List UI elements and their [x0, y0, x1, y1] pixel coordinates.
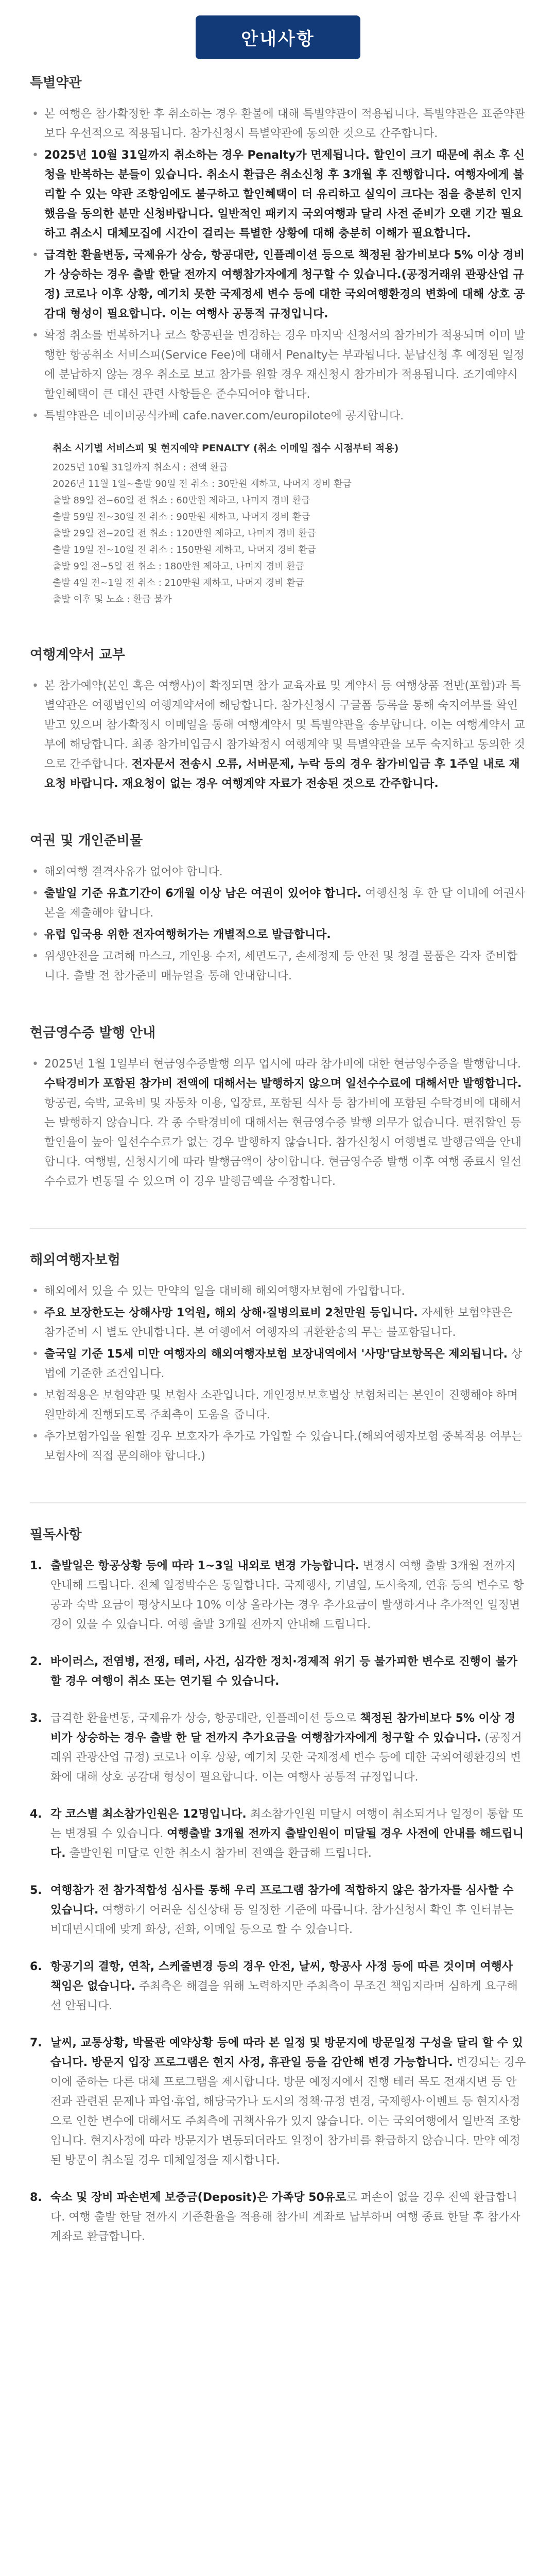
text-run: 추가보험가입을 원할 경우 보호자가 추가로 가입할 수 있습니다.(해외여행자보험 중복적용 여부는 보험사에 직접 문의해야 합니다.) [44, 1430, 523, 1463]
list-item [30, 146, 526, 244]
fee-row: 출발 89일 전~60일 전 취소 : 60만원 제하고, 나머지 경비 환급 [53, 495, 310, 506]
text-run: 출발일 기준 유효기간이 6개월 이상 남은 여권이 있어야 합니다. [44, 887, 362, 900]
text-run: 책정된 참가비보다 5% 이상 경비가 상승하는 경우 출발 한 달 전까지 추가요금을 여행참가자에게 청구할 수 있습니다. [50, 1712, 515, 1744]
section-receipt [30, 1022, 526, 1192]
section-title: 해외여행자보험 [30, 1252, 120, 1268]
list-item [30, 105, 526, 144]
numbered-item [30, 1652, 526, 1691]
bullet-list [30, 1282, 526, 1466]
item-number: 1. [30, 1560, 42, 1572]
text-run: 주최측은 해결을 위해 노력하지만 주최측이 무조건 책임지라며 심하게 요구해선 안됩니다. [50, 1980, 518, 2012]
text-run: 상법에 기준한 조건입니다. [44, 1348, 523, 1380]
list-item [30, 1303, 526, 1343]
fee-rows [53, 460, 518, 608]
content [30, 72, 526, 2283]
fee-row: 출발 19일 전~10일 전 취소 : 150만원 제하고, 나머지 경비 환급 [53, 545, 317, 555]
list-item [30, 326, 526, 404]
fee-row: 출발 이후 및 노쇼 : 환급 불가 [53, 594, 172, 605]
item-number: 8. [30, 2191, 42, 2204]
numbered-item [30, 2188, 526, 2247]
text-run: 유럽 입국용 위한 전자여행허가는 개별적으로 발급합니다. [44, 928, 331, 941]
list-item [30, 1427, 526, 1466]
text-run: 숙소 및 장비 파손변제 보증금(Deposit)은 가족당 50유로 [50, 2191, 346, 2204]
fee-row: 출발 9일 전~5일 전 취소 : 180만원 제하고, 나머지 경비 환급 [53, 561, 305, 572]
divider [30, 1502, 526, 1503]
text-run: 수탁경비가 포함된 참가비 전액에 대해서는 발행하지 않으며 일선수수료에 대해서만 발행합니다. [44, 1077, 522, 1090]
item-number: 6. [30, 1960, 42, 1973]
list-item [30, 246, 526, 324]
text-run: 확정 취소를 번복하거나 코스 항공편을 변경하는 경우 마지막 신청서의 참가비가 적용되며 이미 발행한 항공취소 서비스피(Service Fee)에 대해서 Penalty는 부과됩니다. 분납신청 후 예정된 일정에 분납하지 않는 경우 취소로 보고 참가를 원할 경우 재신청시 참가비가 적용됩니다. 조기예약시 할인혜택이 큰 대신 관련 사항들은 준수되어야 합니다. [44, 329, 526, 401]
section-special-terms [30, 72, 526, 608]
text-run: 급격한 환율변동, 국제유가 상승, 항공대란, 인플레이션 등으로 [50, 1712, 360, 1725]
list-item [30, 1055, 526, 1192]
text-run: 여행하기 어려운 심신상태 등 일정한 기준에 따릅니다. 참가신청서 확인 후 인터뷰는 비대면시대에 맞게 화상, 전화, 이메일 등으로 할 수 있습니다. [50, 1904, 514, 1936]
text-run: 바이러스, 전염병, 전쟁, 테러, 사건, 심각한 정치·경제적 위기 등 불가피한 변수로 진행이 불가할 경우 여행이 취소 또는 연기될 수 있습니다. [50, 1655, 518, 1688]
text-run: (공정거래위 관광산업 규정) 코로나 이후 상황, 예기치 못한 국제정세 변수 등에 대한 국외여행환경의 변화에 대해 상호 공감대 형성이 필요합니다. 이는 여행사 공통적 규정입니다. [50, 1732, 522, 1784]
text-run: 자세한 보험약관은 참가준비 시 별도 안내합니다. 본 여행에서 여행자의 귀환환송의 무는 불포함됩니다. [44, 1307, 513, 1339]
list-item [30, 676, 526, 794]
text-run: 위생안전을 고려해 마스크, 개인용 수저, 세면도구, 손세정제 등 안전 및 청결 물품은 각자 준비합니다. 출발 전 참가준비 매뉴얼을 통해 안내합니다. [44, 950, 518, 982]
list-item [30, 406, 526, 426]
list-item [30, 1282, 526, 1301]
item-number: 4. [30, 1808, 42, 1821]
bullet-list [30, 676, 526, 794]
text-run: 본 여행은 참가확정한 후 취소하는 경우 환불에 대해 특별약관이 적용됩니다. 특별약관은 표준약관보다 우선적으로 적용됩니다. 참가신청시 특별약관에 동의한 것으로 간주합니다. [44, 108, 526, 140]
numbered-item [30, 1805, 526, 1863]
text-run: (공정거래위 관광산업 규정) 코로나 이후 상황, 예기치 못한 국제정세 변수 등에 대한 국외여행환경의 변화에 대해 상호 공감대 형성이 필요합니다. 이는 여행사 공통적 규정입니다. [44, 268, 525, 320]
bullet-list [30, 105, 526, 426]
text-run: 여행참가 전 참가적합성 심사를 통해 우리 프로그램 참가에 적합하지 않은 참가자를 심사할 수 있습니다. [50, 1884, 514, 1917]
numbered-item [30, 2033, 526, 2171]
text-run: 변경시 여행 출발 3개월 전까지 안내해 드립니다. 전체 일정박수은 동일합니다. 국제행사, 기념일, 도시축제, 연휴 등의 변수로 항공과 숙박 요금이 평상시보다 10% 이상 올라가는 경우 추가요금이 발생하거나 추가적인 일정변경이 있을 수 있습니다. 여행 출발 3개월 전까지 안내해 드립니다. [50, 1560, 524, 1631]
header [0, 15, 556, 59]
fee-row: 출발 4일 전~1일 전 취소 : 210만원 제하고, 나머지 경비 환급 [53, 578, 305, 588]
text-run: 항공권, 숙박, 교육비 및 자동차 이용, 입장료, 포함된 식사 등 참가비에 포함된 수탁경비에 대해서는 발행하지 않습니다. 각 종 수탁경비에 대해서는 현금영수증 발행 의무가 없습니다. 편집할인 등 할인율이 높아 일선수수료가 없는 경우 발행하지 않습니다. 참가신청시 여행별로 발행금액을 안내합니다. 여행별, 신청시기에 따라 발행금액이 상이합니다. 현금영수증 발행 이후 여행 종료시 일선수수료가 변동될 수 있으며 이 경우 발행금액을 수정합니다. [44, 1097, 522, 1188]
section-title: 필독사항 [30, 1527, 82, 1543]
fee-row: 출발 59일 전~30일 전 취소 : 90만원 제하고, 나머지 경비 환급 [53, 512, 310, 522]
item-number: 7. [30, 2037, 42, 2049]
text-run: 전자문서 전송시 오류, 서버문제, 누락 등의 경우 참가비입금 후 1주일 내로 재요청 바랍니다. 재요청이 없는 경우 여행계약 자료가 전송된 것으로 간주합니다. [44, 758, 520, 790]
text-run: 로 퍼손이 없을 경우 전액 환급합니다. 여행 출발 한달 전까지 기준환율을 적용해 참가비 계좌로 납부하며 여행 종료 한달 후 참가자 계좌로 환급합니다. [50, 2191, 520, 2243]
numbered-list [30, 1556, 526, 2247]
list-item [30, 1345, 526, 1384]
text-run: 각 코스별 최소참가인원은 12명입니다. [50, 1808, 247, 1821]
numbered-item [30, 1957, 526, 2016]
list-item [30, 1386, 526, 1425]
text-run: 항공기의 결항, 연착, 스케줄변경 등의 경우 안전, 날씨, 항공사 사정 등에 따른 것이며 여행사 책임은 없습니다. [50, 1960, 513, 1993]
text-run: 보험적용은 보험약관 및 보험사 소관입니다. 개인정보보호법상 보험처리는 본인이 진행해야 하며 원만하게 진행되도록 주최측이 도움을 줍니다. [44, 1389, 518, 1421]
fee-row: 2025년 10월 31일까지 취소시 : 전액 환급 [53, 462, 228, 473]
text-run: 날씨, 교통상황, 박물관 예약상황 등에 따라 본 일정 및 방문지에 방문일정 구성을 달리 할 수 있습니다. 방문지 입장 프로그램은 현지 사정, 휴관일 등을 감안해 변경 가능합니다. [50, 2037, 523, 2069]
item-number: 3. [30, 1712, 42, 1725]
section-must-read [30, 1524, 526, 2247]
text-run: 최소참가인원 미달시 여행이 취소되거나 일정이 통합 또는 변경될 수 있습니다. [50, 1808, 524, 1840]
fee-table-title: 취소 시기별 서비스피 및 현지예약 PENALTY (취소 이메일 접수 시점부터 적용) [53, 443, 399, 454]
fee-row: 출발 29일 전~20일 전 취소 : 120만원 제하고, 나머지 경비 환급 [53, 528, 317, 539]
list-item [30, 884, 526, 923]
page-title-badge: 안내사항 [196, 15, 360, 59]
section-title: 특별약관 [30, 75, 82, 91]
section-title: 여행계약서 교부 [30, 647, 125, 663]
bullet-list [30, 862, 526, 986]
text-run: 주요 보장한도는 상해사망 1억원, 해외 상해·질병의료비 2천만원 등입니다. [44, 1307, 418, 1319]
item-number: 2. [30, 1655, 42, 1668]
text-run: 해외에서 있을 수 있는 만약의 일을 대비해 해외여행자보험에 가입합니다. [44, 1285, 405, 1298]
section-title: 현금영수증 발행 안내 [30, 1025, 156, 1041]
text-run: 출발일은 항공상황 등에 따라 1~3일 내외로 변경 가능합니다. [50, 1560, 359, 1572]
text-run: 출국일 기준 15세 미만 여행자의 해외여행자보험 보장내역에서 '사망'담보항목은 제외됩니다. [44, 1348, 508, 1361]
item-number: 5. [30, 1884, 42, 1897]
list-item [30, 862, 526, 882]
numbered-item [30, 1881, 526, 1940]
fee-row: 2026년 11월 1일~출발 90일 전 취소 : 30만원 제하고, 나머지 경비 환급 [53, 479, 352, 489]
numbered-item [30, 1709, 526, 1787]
text-run: 해외여행 결격사유가 없어야 합니다. [44, 866, 223, 878]
text-run: 본 참가예약(본인 혹은 여행사)이 확정되면 참가 교육자료 및 계약서 등 여행상품 전반(포함)과 특별약관은 여행법인의 여행계약서에 해당합니다. 참가신청시 구글폼 등록을 통해 숙지여부를 확인받고 있으며 참가확정시 이메일을 통해 여행계약서 및 특별약관을 송부합니다. 이는 여행계약서 교부에 해당합니다. 최종 참가비입금시 참가확정시 여행계약 및 특별약관을 모두 숙지하고 동의한 것으로 간주합니다. [44, 680, 526, 771]
list-item [30, 925, 526, 945]
text-run: 2025년 1월 1일부터 현금영수증발행 의무 업시에 따라 참가비에 대한 현금영수증을 발행합니다. [44, 1058, 521, 1071]
divider [30, 1228, 526, 1229]
text-run: 여행출발 3개월 전까지 출발인원이 미달될 경우 사전에 안내를 해드립니다. [50, 1827, 524, 1860]
list-item [30, 947, 526, 986]
text-run: 변경되는 경우 이에 준하는 다른 대체 프로그램을 제시합니다. 방문 예정지에서 진행 테러 목도 전재지변 등 안전과 관련된 문제나 파업·휴업, 해당국가나 도시의 정책·규정 변경, 국제행사·이벤트 등 현지사정으로 인한 변수에 대해서도 주최측에 귀책사유가 있지 않습니다. 이는 국외여행에서 일반적 조항입니다. 현지사정에 따라 방문지가 변동되더라도 일정이 참가비를 환급하지 않습니다. 만약 예정된 방문이 취소될 경우 대체일정을 제시합니다. [50, 2056, 526, 2167]
text-run: 출발인원 미달로 인한 취소시 참가비 전액을 환급해 드립니다. [65, 1847, 372, 1860]
text-run: 특별약관은 네이버공식카페 cafe.naver.com/europilote에 공지합니다. [44, 410, 404, 422]
fee-table [44, 434, 526, 608]
text-run: 급격한 환율변동, 국제유가 상승, 항공대란, 인플레이션 등으로 책정된 참가비보다 5% 이상 경비가 상승하는 경우 출발 한달 전까지 여행참가자에게 청구할 수 있습니다. [44, 249, 525, 281]
text-run: 2025년 10월 31일까지 취소하는 경우 Penalty가 면제됩니다. 할인이 크기 때문에 취소 후 신청을 반복하는 분들이 있습니다. 취소시 환급은 취소신청 후 3개월 후 진행합니다. 여행자에게 불리할 수 있는 약관 조항임에도 불구하고 할인혜택이 더 유리하고 실익이 크다는 점을 충분히 인지했음을 동의한 분만 신청바랍니다. 일반적인 패키지 국외여행과 달리 사전 준비가 오랜 기간 필요하고 취소시 대체모집에 시간이 걸리는 특별한 상황에 대해 충분히 이해가 필요합니다. [44, 149, 525, 240]
text-run: 여행신청 후 한 달 이내에 여권사본을 제출해야 합니다. [44, 887, 526, 920]
section-contract [30, 644, 526, 794]
numbered-item [30, 1556, 526, 1635]
bullet-list [30, 1055, 526, 1192]
section-passport [30, 830, 526, 986]
section-title: 여권 및 개인준비물 [30, 833, 143, 849]
section-insurance [30, 1249, 526, 1466]
